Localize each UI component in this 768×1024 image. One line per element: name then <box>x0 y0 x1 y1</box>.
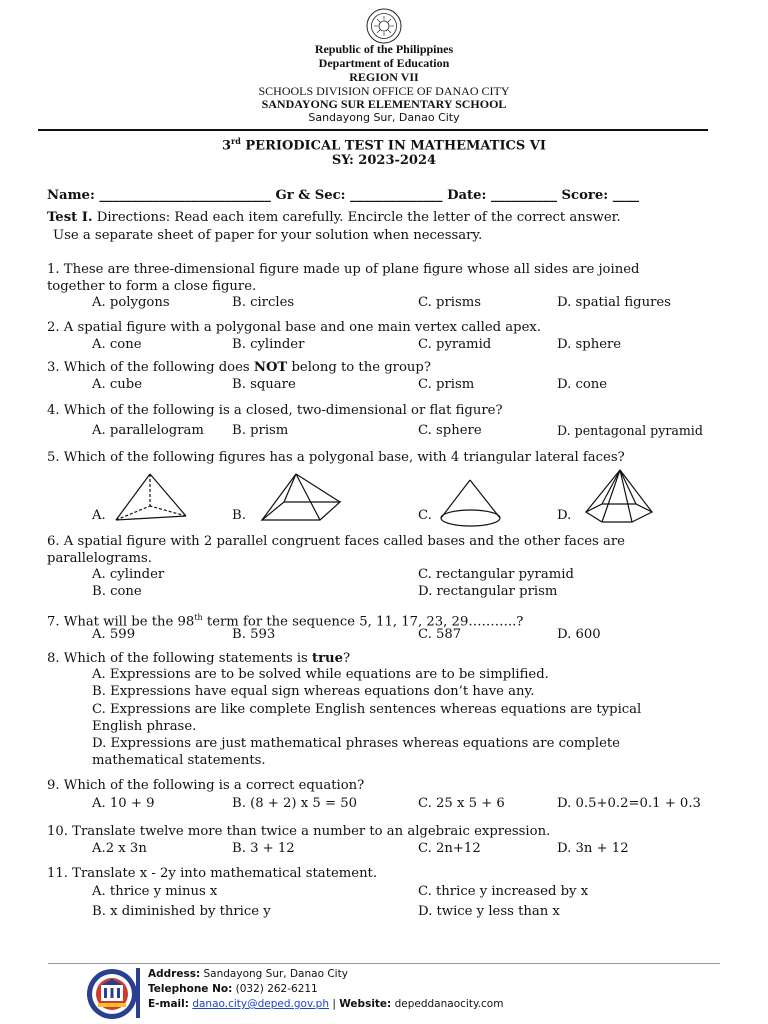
question-1-text-2: together to form a close figure. <box>47 279 257 294</box>
square-pyramid-icon <box>256 472 346 524</box>
hexagonal-pyramid-icon <box>580 468 660 526</box>
q11-option-b[interactable]: B. x diminished by thrice y <box>92 904 271 919</box>
test-title: 3rd PERIODICAL TEST IN MATHEMATICS VI <box>222 136 546 154</box>
q9-option-b[interactable]: B. (8 + 2) x 5 = 50 <box>232 796 358 811</box>
score-field[interactable]: ____ <box>612 188 640 203</box>
q6-option-b[interactable]: B. cone <box>92 584 142 599</box>
q10-option-d[interactable]: D. 3n + 12 <box>557 841 629 856</box>
q11-option-d[interactable]: D. twice y less than x <box>418 904 560 919</box>
question-6-text-1: 6. A spatial figure with 2 parallel congruent faces called bases and the other faces are <box>47 534 625 549</box>
q10-option-a[interactable]: A.2 x 3n <box>92 841 147 856</box>
q4-option-b[interactable]: B. prism <box>232 423 289 438</box>
name-field[interactable]: __________________________ <box>99 188 271 203</box>
question-8-text: 8. Which of the following statements is true? <box>47 651 351 666</box>
q8-option-c-line1[interactable]: C. Expressions are like complete English sentences whereas equations are typical <box>92 702 642 717</box>
q6-option-d[interactable]: D. rectangular prism <box>418 584 558 599</box>
name-label: Name: <box>47 188 95 203</box>
q2-option-b[interactable]: B. cylinder <box>232 337 305 352</box>
header-school: SANDAYONG SUR ELEMENTARY SCHOOL <box>261 97 507 111</box>
q10-option-b[interactable]: B. 3 + 12 <box>232 841 295 856</box>
q7-option-d[interactable]: D. 600 <box>557 627 601 642</box>
date-field[interactable]: __________ <box>491 188 557 203</box>
email-link[interactable]: danao.city@deped.gov.ph <box>192 998 329 1010</box>
header-address: Sandayong Sur, Danao City <box>308 111 460 124</box>
q7-option-c[interactable]: C. 587 <box>418 627 462 642</box>
directions-line1: Test I. Directions: Read each item carefully. Encircle the letter of the correct answer. <box>47 210 621 225</box>
school-year: SY: 2023-2024 <box>331 153 437 168</box>
deped-seal-icon <box>366 8 402 44</box>
header-department: Department of Education <box>318 56 450 70</box>
q2-option-a[interactable]: A. cone <box>92 337 142 352</box>
q6-option-c[interactable]: C. rectangular pyramid <box>418 567 574 582</box>
directions-line2: Use a separate sheet of paper for your solution when necessary. <box>53 228 483 243</box>
q7-option-a[interactable]: A. 599 <box>92 627 136 642</box>
q9-option-d[interactable]: D. 0.5+0.2=0.1 + 0.3 <box>557 796 701 811</box>
q5-option-a[interactable]: A. <box>92 508 106 523</box>
q9-option-c[interactable]: C. 25 x 5 + 6 <box>418 796 505 811</box>
footer-contact: E-mail: danao.city@deped.gov.ph | Website: depeddanaocity.com <box>148 998 504 1010</box>
q3-option-a[interactable]: A. cube <box>92 377 143 392</box>
q4-option-c[interactable]: C. sphere <box>418 423 482 438</box>
q7-option-b[interactable]: B. 593 <box>232 627 276 642</box>
q3-option-d[interactable]: D. cone <box>557 377 608 392</box>
footer-address: Address: Sandayong Sur, Danao City <box>148 968 348 980</box>
q6-option-a[interactable]: A. cylinder <box>92 567 165 582</box>
q10-option-c[interactable]: C. 2n+12 <box>418 841 481 856</box>
question-9-text: 9. Which of the following is a correct equation? <box>47 778 365 793</box>
question-11-text: 11. Translate x - 2y into mathematical statement. <box>47 866 378 881</box>
q2-option-d[interactable]: D. sphere <box>557 337 622 352</box>
footer-vertical-bar <box>134 968 144 1018</box>
header-region: REGION VII <box>349 70 419 84</box>
q4-option-d[interactable]: D. pentagonal pyramid <box>557 423 703 438</box>
question-6-text-2: parallelograms. <box>47 551 152 566</box>
question-5-text: 5. Which of the following figures has a polygonal base, with 4 triangular lateral faces? <box>47 450 625 465</box>
score-label: Score: <box>561 188 609 203</box>
question-4-text: 4. Which of the following is a closed, two-dimensional or flat figure? <box>47 403 503 418</box>
q5-option-d[interactable]: D. <box>557 508 572 523</box>
q5-option-b[interactable]: B. <box>232 508 246 523</box>
question-3-text: 3. Which of the following does NOT belong to the group? <box>47 360 431 375</box>
q11-option-c[interactable]: C. thrice y increased by x <box>418 884 589 899</box>
question-10-text: 10. Translate twelve more than twice a number to an algebraic expression. <box>47 824 551 839</box>
website-text: depeddanaocity.com <box>391 998 504 1010</box>
header-division: SCHOOLS DIVISION OFFICE OF DANAO CITY <box>258 84 510 98</box>
q8-option-d-line1[interactable]: D. Expressions are just mathematical phrases whereas equations are complete <box>92 736 620 751</box>
footer-telephone: Telephone No: (032) 262-6211 <box>148 983 318 995</box>
q9-option-a[interactable]: A. 10 + 9 <box>92 796 155 811</box>
question-7-text: 7. What will be the 98th term for the sequence 5, 11, 17, 23, 29………..? <box>47 613 524 630</box>
date-label: Date: <box>447 188 487 203</box>
q1-option-b[interactable]: B. circles <box>232 295 295 310</box>
q5-option-c[interactable]: C. <box>418 508 432 523</box>
q1-option-c[interactable]: C. prisms <box>418 295 482 310</box>
q2-option-c[interactable]: C. pyramid <box>418 337 492 352</box>
grsec-label: Gr & Sec: <box>275 188 346 203</box>
footer-divider <box>48 963 720 964</box>
q11-option-a[interactable]: A. thrice y minus x <box>92 884 218 899</box>
q4-option-a[interactable]: A. parallelogram <box>92 423 204 438</box>
q3-option-b[interactable]: B. square <box>232 377 296 392</box>
q3-option-c[interactable]: C. prism <box>418 377 475 392</box>
grsec-field[interactable]: ______________ <box>350 188 443 203</box>
q8-option-b[interactable]: B. Expressions have equal sign whereas equations don’t have any. <box>92 684 535 699</box>
question-1-text-1: 1. These are three-dimensional figure made up of plane figure whose all sides are joined <box>47 262 640 277</box>
q1-option-a[interactable]: A. polygons <box>92 295 170 310</box>
cone-icon <box>436 478 506 530</box>
header-republic: Republic of the Philippines <box>314 42 454 56</box>
question-2-text: 2. A spatial figure with a polygonal base and one main vertex called apex. <box>47 320 542 335</box>
student-info-line <box>47 187 639 204</box>
q8-option-a[interactable]: A. Expressions are to be solved while equations are to be simplified. <box>92 667 549 682</box>
q1-option-d[interactable]: D. spatial figures <box>557 295 671 310</box>
header-divider <box>38 129 708 131</box>
q8-option-d-line2[interactable]: mathematical statements. <box>92 753 266 768</box>
school-logo-icon <box>86 968 138 1020</box>
triangular-pyramid-icon <box>112 472 192 524</box>
q8-option-c-line2[interactable]: English phrase. <box>92 719 197 734</box>
